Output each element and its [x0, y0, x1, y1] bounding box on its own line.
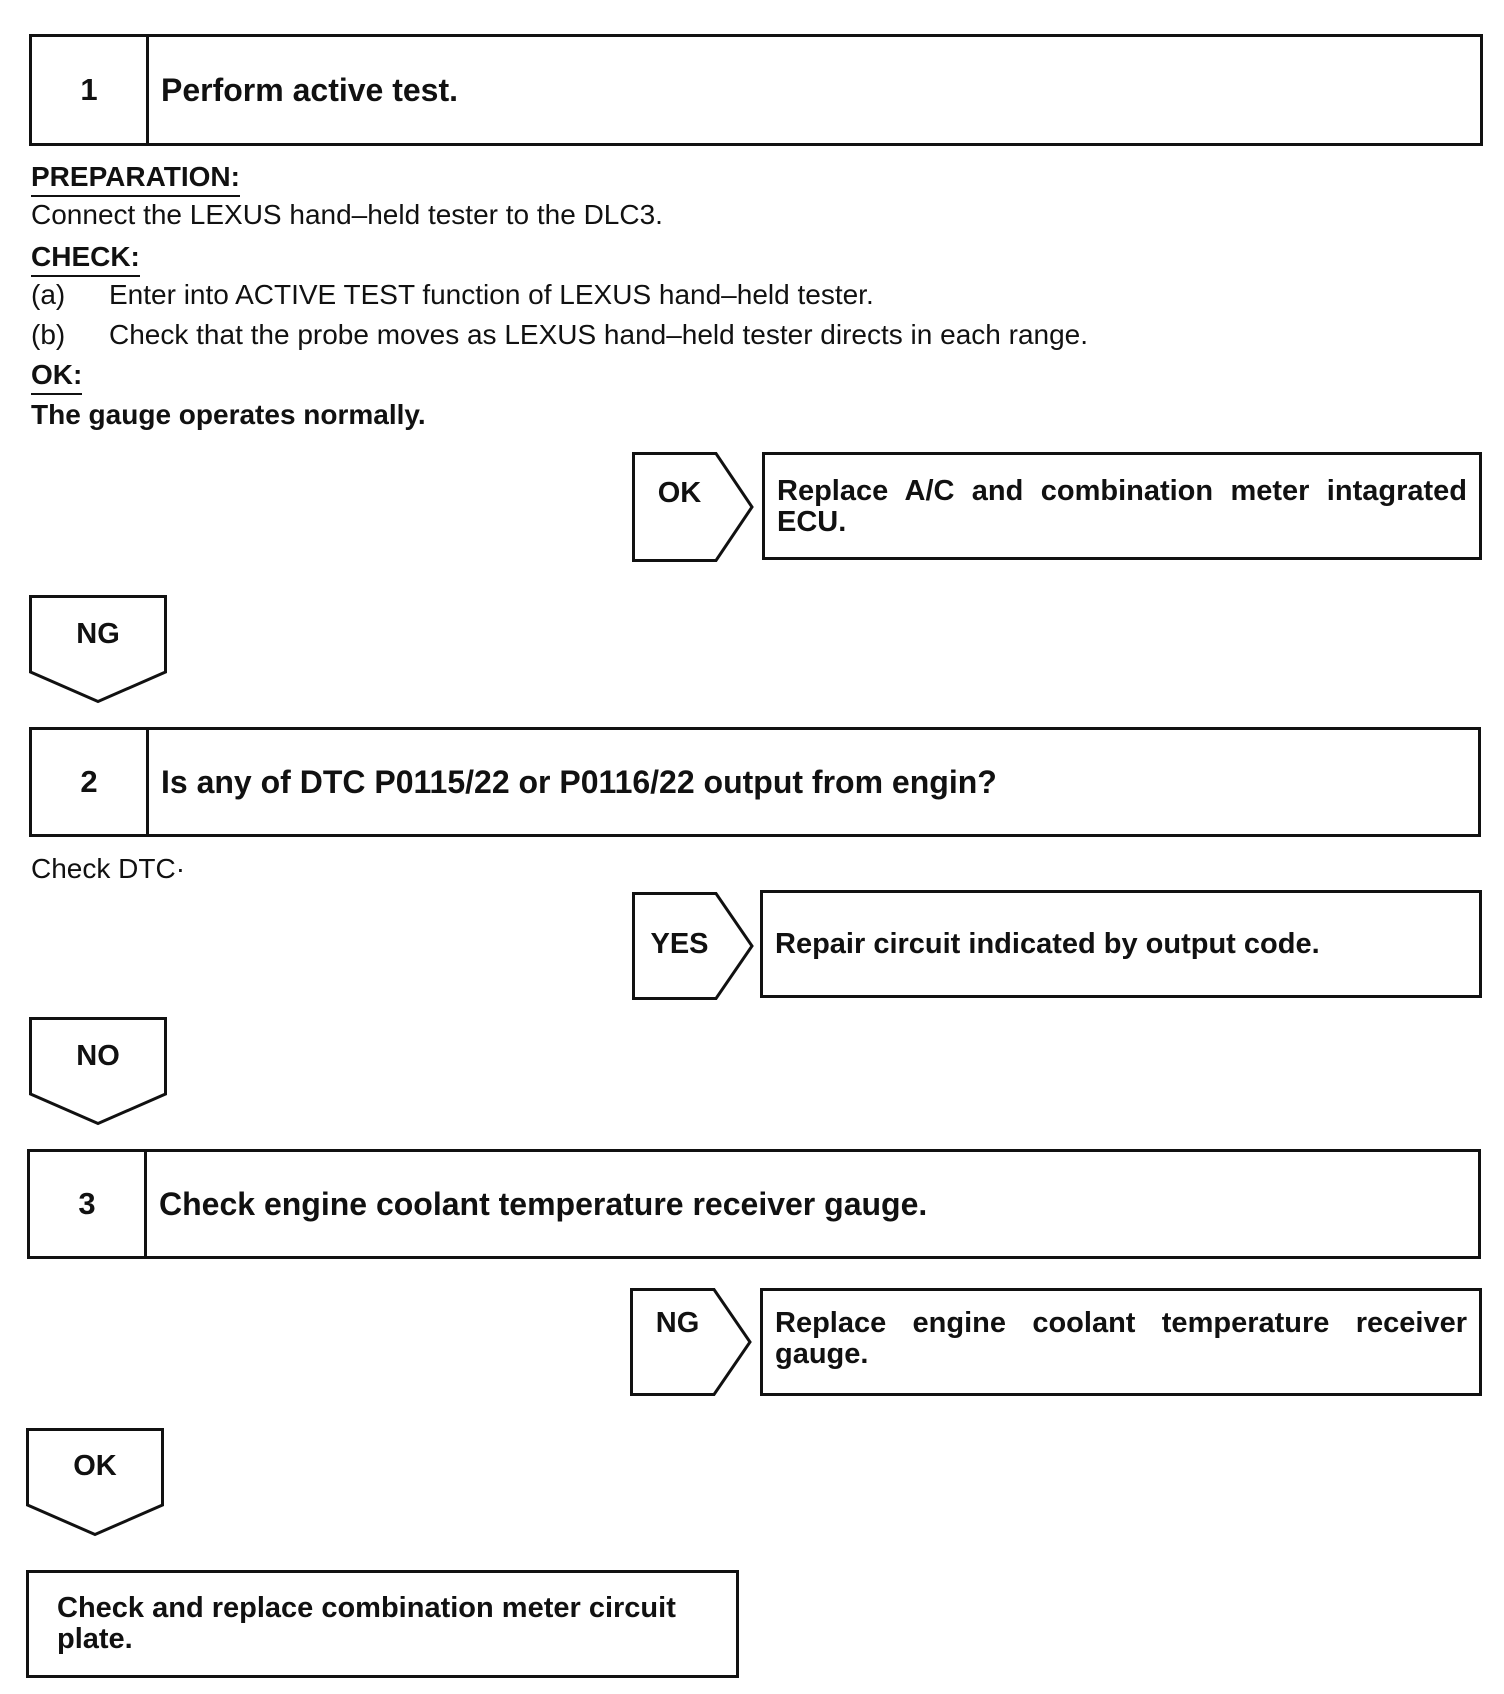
result-replace-ecu: Replace A/C and combination meter intagrated ECU. — [762, 452, 1482, 560]
check-label: CHECK: — [31, 240, 140, 277]
preparation-label: PREPARATION: — [31, 160, 240, 197]
ng-down-arrow-badge — [29, 595, 167, 703]
badge-label: NO — [76, 1040, 120, 1072]
right-arrow-icon — [630, 1288, 750, 1396]
step-3-header — [27, 1149, 1481, 1259]
step-number: 3 — [30, 1152, 147, 1256]
ng-right-arrow-badge — [630, 1288, 750, 1396]
step-1-header — [29, 34, 1483, 146]
step-2-note: Check DTC· — [31, 853, 186, 884]
ok-right-arrow-badge — [632, 452, 752, 562]
step-title: Check engine coolant temperature receiver gauge. — [159, 1185, 928, 1222]
step-number: 2 — [32, 730, 149, 834]
check-item-text: Check that the probe moves as LEXUS hand–held tester directs in each range. — [109, 319, 1089, 350]
step-title: Perform active test. — [161, 71, 459, 108]
check-item-marker: (b) — [31, 319, 66, 350]
ok-label: OK: — [31, 358, 82, 395]
final-action-box: Check and replace combination meter circuit plate. — [26, 1570, 739, 1678]
check-item-text: Enter into ACTIVE TEST function of LEXUS hand–held tester. — [109, 279, 874, 310]
badge-label: YES — [650, 928, 709, 960]
badge-label: OK — [657, 477, 702, 509]
yes-right-arrow-badge — [632, 892, 752, 1000]
step-title: Is any of DTC P0115/22 or P0116/22 output from engin? — [161, 763, 997, 800]
badge-label: NG — [655, 1307, 700, 1339]
step-2-header — [29, 727, 1481, 837]
badge-label: OK — [73, 1450, 117, 1482]
ok-criteria-text: The gauge operates normally. — [31, 399, 426, 430]
step-number: 1 — [32, 37, 149, 143]
badge-label: NG — [76, 618, 120, 650]
preparation-text: Connect the LEXUS hand–held tester to the DLC3. — [31, 199, 663, 230]
no-down-arrow-badge — [29, 1017, 167, 1125]
ok-down-arrow-badge — [26, 1428, 164, 1536]
check-item-marker: (a) — [31, 279, 66, 310]
result-repair-circuit: Repair circuit indicated by output code. — [760, 890, 1482, 998]
result-replace-gauge: Replace engine coolant temperature receiver gauge. — [760, 1288, 1482, 1396]
